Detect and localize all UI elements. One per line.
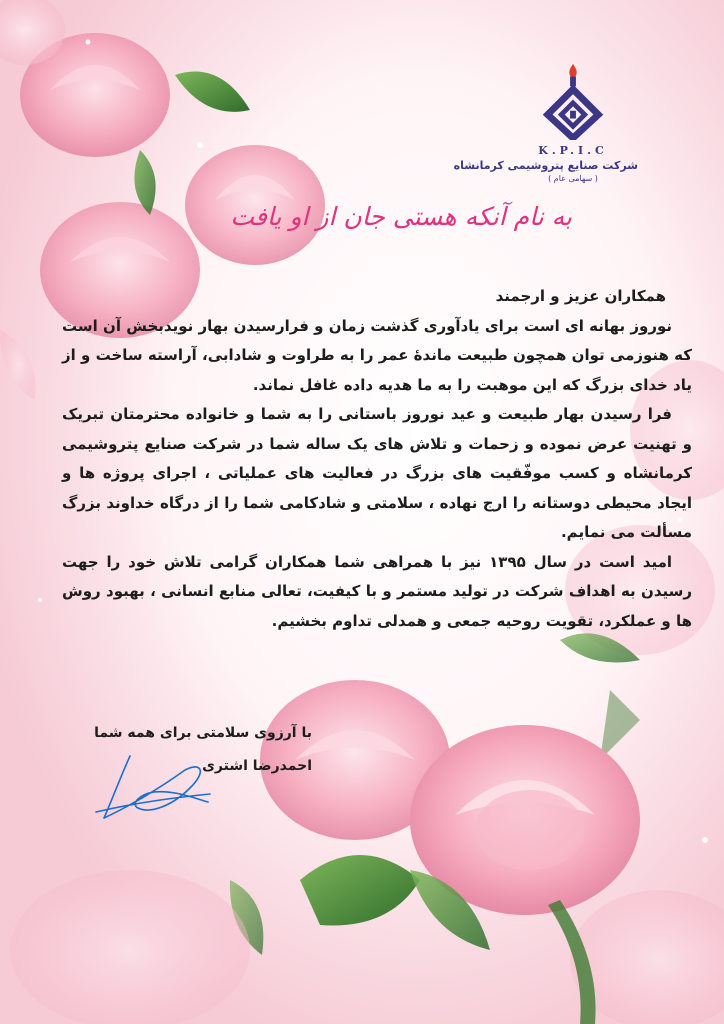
signer-name: احمدرضا اشتری [202,758,312,774]
company-type: ( سهامی عام ) [548,174,598,183]
calligraphy-heading: به نام آنکه هستی جان از او یافت [230,202,572,231]
letter-paragraph: نوروز بهانه ای است برای یادآوری گذشت زمان و فرارسیدن بهار نویدبخش آن است که هنوزمی توان همچون طبیعت ماندۀ عمر را به طراوت و شادابی، آراسته ساخت و از یاد خدای بزرگ که این موهبت را به ما هدیه داده غافل نماند. [62,316,692,394]
letter-closing: با آرزوی سلامتی برای همه شما [94,725,312,741]
handwritten-signature [90,748,215,828]
letter-paragraph: امید است در سال ۱۳۹۵ نیز با همراهی شما همکاران گرامی تلاش خود را جهت رسیدن به اهداف شرکت در تولید مستمر و با کیفیت، تعالی منابع انسانی ، بهبود روش ها و عملکرد، تقویت روحیه جمعی و همدلی تداوم بخشیم. [62,552,692,630]
letter-body [62,282,692,636]
logo-abbreviation: K.P.I.C [538,144,608,157]
letter-paragraph: فرا رسیدن بهار طبیعت و عید نوروز باستانی را به شما و خانواده محترمتان تبریک و تهنیت عرض نموده و زحمات و تلاش های یک ساله شما در شرکت صنایع پتروشیمی کرمانشاه و کسب موفّقیت های بزرگ در فعالیت های عملیاتی ، اجرای پروژه ها و ایجاد محیطی دوستانه را ارج نهاده ، سلامتی و شادکامی شما را از درگاه خداوند بزرگ مسألت می نمایم. [62,405,692,541]
company-name: شرکت صنایع پتروشیمی کرمانشاه [453,159,638,172]
letter-greeting: همکاران عزیز و ارجمند [495,287,666,305]
company-logo-block [453,60,638,183]
kpic-logo-icon [534,60,612,140]
